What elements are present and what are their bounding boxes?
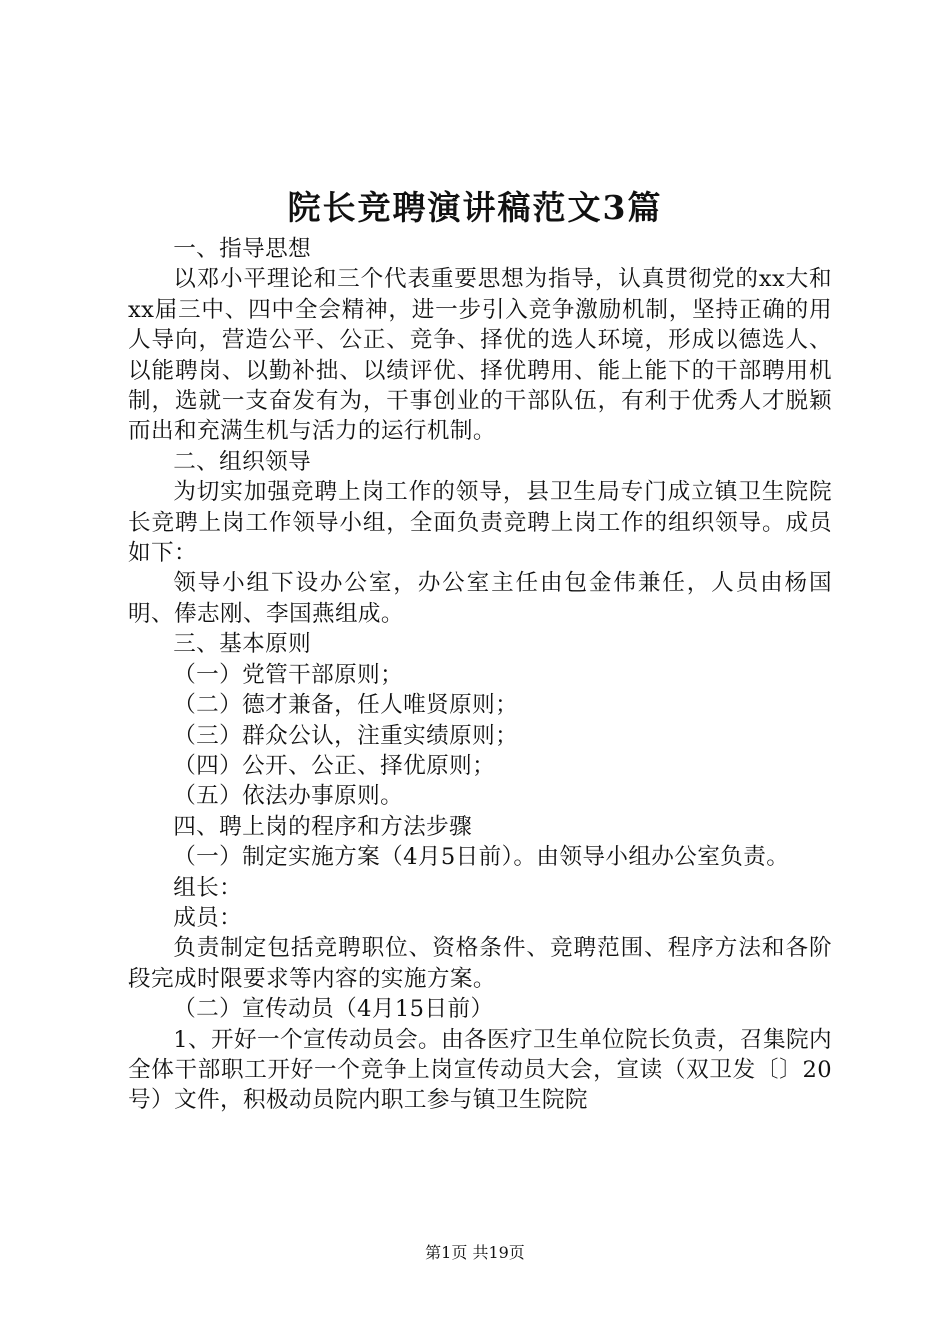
paragraph-guiding-ideology: 以邓小平理论和三个代表重要思想为指导，认真贯彻党的xx大和xx届三中、四中全会精神，进一步引入竞争激励机制，坚持正确的用人导向，营造公平、公正、竞争、择优的选人环境，形成以德选人、以能聘岗、以勤补拙、以绩评优、择优聘用、能上能下的干部聘用机制，选就一支奋发有为，干事创业的干部队伍，有利于优秀人才脱颖而出和充满生机与活力的运行机制。 bbox=[128, 266, 832, 445]
members-line: 成员： bbox=[173, 904, 243, 931]
page-footer: 第1页 共19页 bbox=[425, 1243, 525, 1262]
principle-item: （二）德才兼备，任人唯贤原则； bbox=[173, 692, 519, 719]
principle-item: （三）群众公认，注重实绩原则； bbox=[173, 722, 519, 749]
procedure-step-plan: （一）制定实施方案（4月5日前）。由领导小组办公室负责。 bbox=[173, 844, 790, 871]
principle-item: （四）公开、公正、择优原则； bbox=[173, 752, 496, 779]
principle-item: （一）党管干部原则； bbox=[173, 661, 404, 688]
document-title: 院长竞聘演讲稿范文3篇 bbox=[287, 188, 663, 227]
heading-procedure: 四、聘上岗的程序和方法步骤 bbox=[173, 813, 473, 840]
paragraph-plan-content: 负责制定包括竞聘职位、资格条件、竞聘范围、程序方法和各阶段完成时限要求等内容的实施方案。 bbox=[128, 935, 832, 992]
document-body bbox=[128, 234, 832, 1116]
heading-organization-leadership: 二、组织领导 bbox=[173, 448, 312, 475]
heading-basic-principles: 三、基本原则 bbox=[173, 631, 312, 658]
group-leader-line: 组长： bbox=[173, 874, 243, 901]
heading-guiding-ideology: 一、指导思想 bbox=[173, 236, 312, 262]
procedure-step-publicity: （二）宣传动员（4月15日前） bbox=[173, 996, 494, 1023]
principle-item: （五）依法办事原则。 bbox=[173, 783, 404, 810]
paragraph-mobilization-meeting: 1、开好一个宣传动员会。由各医疗卫生单位院长负责，召集院内全体干部职工开好一个竞争上岗宣传动员大会，宣读（双卫发〔〕20号）文件，积极动员院内职工参与镇卫生院院 bbox=[128, 1026, 832, 1114]
paragraph-office: 领导小组下设办公室，办公室主任由包金伟兼任，人员由杨国明、俸志刚、李国燕组成。 bbox=[128, 570, 832, 627]
paragraph-leadership-group: 为切实加强竞聘上岗工作的领导，县卫生局专门成立镇卫生院院长竞聘上岗工作领导小组，全面负责竞聘上岗工作的组织领导。成员如下： bbox=[128, 479, 832, 567]
